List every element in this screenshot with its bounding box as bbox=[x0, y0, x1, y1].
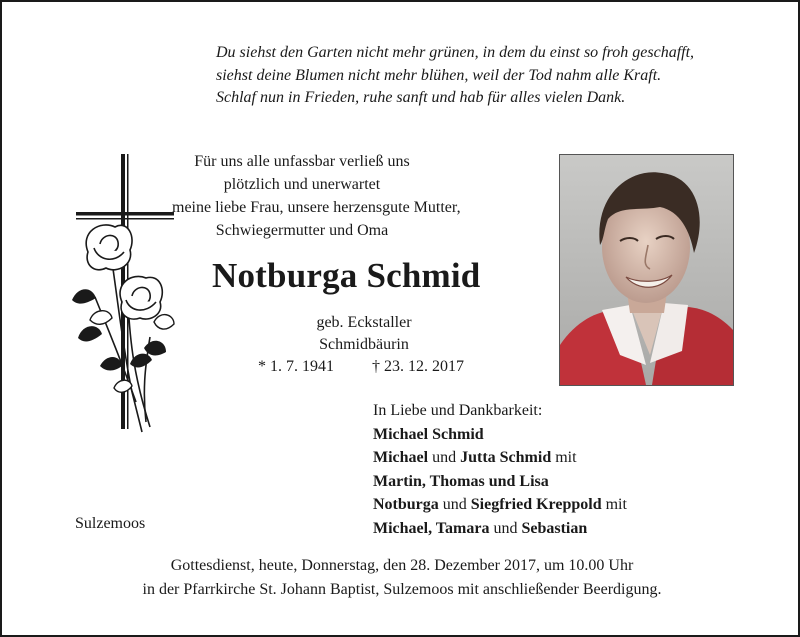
connector-text: und bbox=[438, 496, 471, 513]
mourner-line-4 bbox=[373, 493, 773, 517]
mourner-line-3 bbox=[373, 470, 773, 494]
mourner-line-2 bbox=[373, 446, 773, 470]
house-name: Schmidbäurin bbox=[319, 336, 409, 353]
mourner-name: Michael Schmid bbox=[373, 425, 484, 443]
mourner-name: Jutta Schmid bbox=[460, 449, 552, 466]
connector-text: mit bbox=[551, 449, 577, 466]
connector-text: mit bbox=[601, 496, 627, 513]
mourner-name: Michael, Tamara bbox=[373, 519, 490, 537]
death-date: † 23. 12. 2017 bbox=[372, 358, 464, 375]
service-line-1: Gottesdienst, heute, Donnerstag, den 28. Dezember 2017, um 10.00 Uhr bbox=[170, 557, 634, 574]
service-info bbox=[22, 554, 782, 602]
mourner-name: Sebastian bbox=[521, 519, 588, 537]
portrait-photo bbox=[559, 154, 734, 386]
deceased-name: Notburga Schmid bbox=[212, 256, 481, 295]
mourner-line-5 bbox=[373, 517, 773, 541]
intro-text bbox=[172, 150, 461, 242]
maiden-name-block bbox=[264, 312, 464, 356]
birth-date: * 1. 7. 1941 bbox=[258, 358, 334, 375]
mourner-name: Notburga bbox=[373, 496, 439, 513]
mourner-name: Martin, Thomas und Lisa bbox=[373, 472, 549, 490]
intro-line-3: meine liebe Frau, unsere herzensgute Mutter, bbox=[172, 199, 461, 216]
portrait-illustration bbox=[560, 155, 733, 385]
place-name: Sulzemoos bbox=[75, 515, 146, 532]
mourners-heading: In Liebe und Dankbarkeit: bbox=[373, 402, 543, 419]
poem-line-3: Schlaf nun in Frieden, ruhe sanft und hab für alles vielen Dank. bbox=[216, 89, 626, 106]
poem-line-2: siehst deine Blumen nicht mehr blühen, weil der Tod nahm alle Kraft. bbox=[216, 66, 662, 84]
mourner-line-1 bbox=[373, 423, 773, 447]
connector-text: und bbox=[428, 449, 461, 466]
poem bbox=[216, 42, 776, 110]
intro-line-4: Schwiegermutter und Oma bbox=[215, 222, 389, 239]
maiden-name: geb. Eckstaller bbox=[316, 314, 412, 331]
mourner-name: Siegfried Kreppold bbox=[470, 496, 602, 513]
intro-line-1: Für uns alle unfassbar verließ uns bbox=[194, 153, 410, 170]
mourner-name: Michael bbox=[373, 449, 429, 466]
intro-line-2: plötzlich und unerwartet bbox=[223, 176, 381, 193]
service-line-2: in der Pfarrkirche St. Johann Baptist, Sulzemoos mit anschließender Beerdigung. bbox=[142, 581, 662, 598]
poem-line-1: Du siehst den Garten nicht mehr grünen, in dem du einst so froh geschafft, bbox=[216, 44, 695, 61]
connector-text: und bbox=[489, 519, 522, 537]
mourners-list bbox=[373, 399, 773, 540]
